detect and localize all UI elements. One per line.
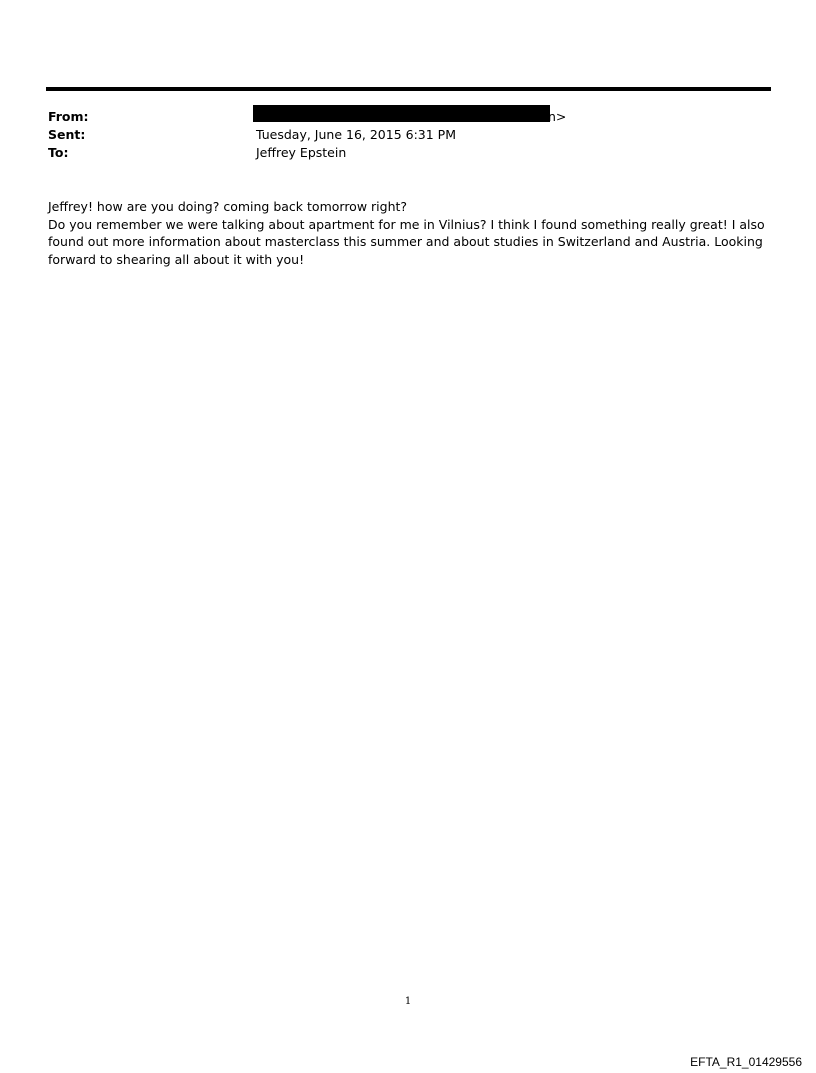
- body-line-1: Jeffrey! how are you doing? coming back tomorrow right?: [48, 199, 408, 214]
- sent-label: Sent:: [48, 127, 86, 142]
- to-label: To:: [48, 145, 69, 160]
- page-number: 1: [404, 996, 412, 1007]
- body-paragraph-2: Do you remember we were talking about apartment for me in Vilnius? I think I found something really great! I also found out more information about masterclass this summer and about studies in Switzerland and Austria. Looking forward to shearing all about it with you!: [48, 216, 765, 267]
- email-header: [48, 108, 768, 162]
- sent-value: Tuesday, June 16, 2015 6:31 PM: [256, 127, 456, 142]
- from-label: From:: [48, 109, 89, 124]
- from-row: [48, 108, 768, 126]
- email-body: [48, 198, 778, 268]
- to-row: [48, 144, 768, 162]
- header-divider: [46, 87, 771, 91]
- redaction-bar: [253, 105, 550, 122]
- to-value: Jeffrey Epstein: [256, 145, 347, 160]
- from-address-suffix: n>: [548, 109, 567, 124]
- bates-number: EFTA_R1_01429556: [690, 1055, 802, 1069]
- sent-row: [48, 126, 768, 144]
